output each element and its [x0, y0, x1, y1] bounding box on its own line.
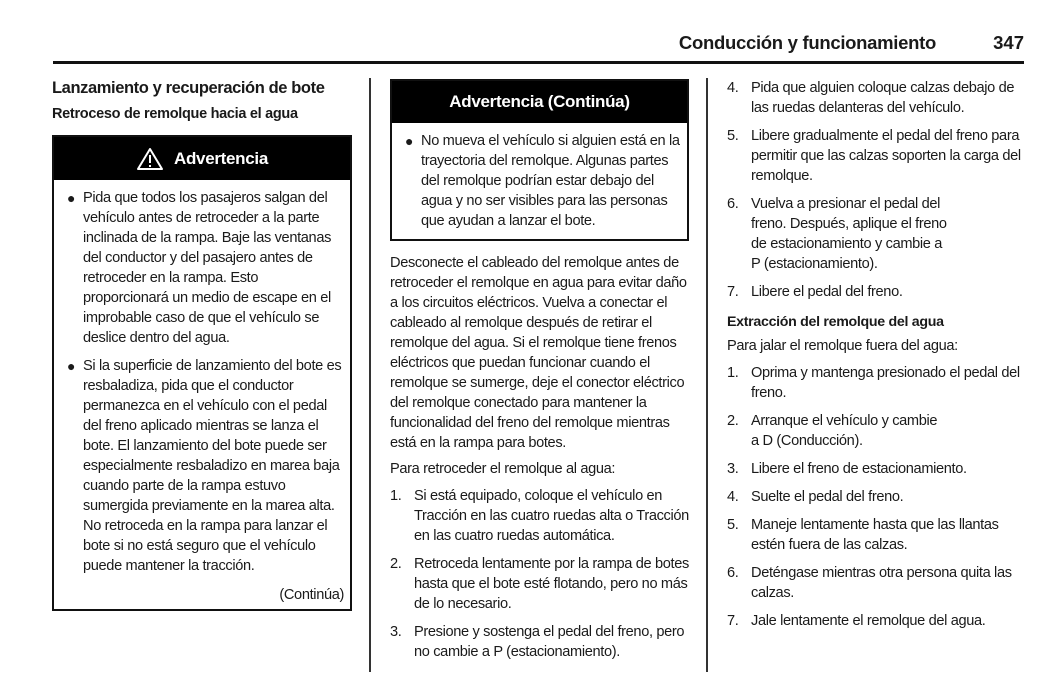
warning-box — [52, 135, 352, 611]
column-divider — [369, 78, 371, 672]
warning-body — [54, 180, 350, 590]
step-item: 3. Presione y sostenga el pedal del freno, pero no cambie a P (estacionamiento). — [390, 624, 685, 660]
steps-intro: Para jalar el remolque fuera del agua: — [727, 338, 958, 354]
page-number: 347 — [993, 32, 1024, 53]
step-item: 7. Jale lentamente el remolque del agua. — [727, 613, 986, 629]
step-item: 4. Pida que alguien coloque calzas debajo de las ruedas delanteras del vehículo. — [727, 80, 1015, 116]
steps-list — [727, 363, 1027, 631]
warning-bullet: ● Pida que todos los pasajeros salgan del vehículo antes de retroceder a la parte inclinada de la rampa. Baje las ventanas del conductor y del pasajero antes de retroceder en la rampa. Esto proporcionará un medio de escape en el improbable caso de que el vehículo se deslice dentro del agua. — [64, 188, 344, 348]
body-paragraph: Desconecte el cableado del remolque antes de retroceder el remolque en agua para evitar daño a los circuitos eléctricos. Vuelva a conectar el cableado al remolque después de retirar el remolque del agua. Si el remolque tiene frenos eléctricos que puedan funcionar cuando el remolque se sumerge, deje el conector eléctrico del remolque conectado para mantener la funcionalidad del freno del remolque mientras está en la rampa para botes. — [390, 255, 687, 451]
step-item: 6. Deténgase mientras otra persona quita las calzas. — [727, 565, 1012, 601]
column-1 — [52, 76, 352, 611]
warning-bullet: ● No mueva el vehículo si alguien está en la trayectoria del remolque. Algunas partes del remolque podrían estar debajo del agua y no ser visibles para las personas que ayudan a lanzar el bote. — [402, 131, 681, 231]
subsection-heading: Extracción del remolque del agua — [727, 314, 944, 330]
step-item: 2. Arranque el vehículo y cambie a D (Conducción). — [727, 413, 938, 449]
bullet-dot: ● — [67, 190, 76, 206]
step-item: 3. Libere el freno de estacionamiento. — [727, 461, 967, 477]
running-header — [53, 30, 1024, 64]
continued-label: (Continúa) — [279, 587, 344, 603]
warning-triangle-icon — [136, 147, 164, 171]
step-item: 4. Suelte el pedal del freno. — [727, 489, 904, 505]
section-title: Conducción y funcionamiento — [678, 32, 936, 53]
step-item: 1. Oprima y mantenga presionado el pedal del freno. — [727, 365, 1020, 401]
step-item: 5. Libere gradualmente el pedal del freno para permitir que las calzas soporten la carga del remolque. — [727, 128, 1021, 184]
step-item: 6. Vuelva a presionar el pedal del freno. Después, aplique el freno de estacionamiento y cambie a P (estacionamiento). — [727, 196, 947, 272]
warning-bullet: ● Si la superficie de lanzamiento del bote es resbaladiza, pida que el conductor permanezca en el vehículo con el pedal del freno aplicado mientras se lanza el bote. El lanzamiento del bote puede ser especialmente resbaladizo en marea baja cuando parte de la rampa estuvo sumergida previamente en la marea alta. No retroceda en la rampa para lanzar el bote si no está seguro que el vehículo puede mantener la tracción. — [64, 356, 344, 576]
step-item: 5. Maneje lentamente hasta que las llantas estén fuera de las calzas. — [727, 517, 999, 553]
bullet-dot: ● — [405, 133, 414, 149]
step-item: 1. Si está equipado, coloque el vehículo en Tracción en las cuatro ruedas alta o Tracción en las cuatro ruedas automática. — [390, 488, 689, 544]
warning-header — [392, 81, 687, 123]
column-divider — [706, 78, 708, 672]
step-item: 2. Retroceda lentamente por la rampa de botes hasta que el bote esté flotando, pero no más de lo necesario. — [390, 556, 689, 612]
steps-list — [390, 486, 690, 662]
steps-intro: Para retroceder el remolque al agua: — [390, 461, 616, 477]
warning-title: Advertencia — [173, 148, 269, 168]
subsection-heading: Retroceso de remolque hacia el agua — [52, 106, 298, 122]
warning-body — [392, 123, 687, 245]
section-heading: Lanzamiento y recuperación de bote — [52, 79, 325, 97]
warning-header — [54, 137, 350, 180]
column-2 — [390, 79, 690, 670]
step-item: 7. Libere el pedal del freno. — [727, 284, 903, 300]
column-3 — [727, 76, 1027, 639]
warning-box-continued — [390, 79, 689, 241]
steps-list-continued — [727, 78, 1027, 302]
warning-title: Advertencia (Continúa) — [449, 92, 630, 111]
bullet-dot: ● — [67, 358, 76, 374]
